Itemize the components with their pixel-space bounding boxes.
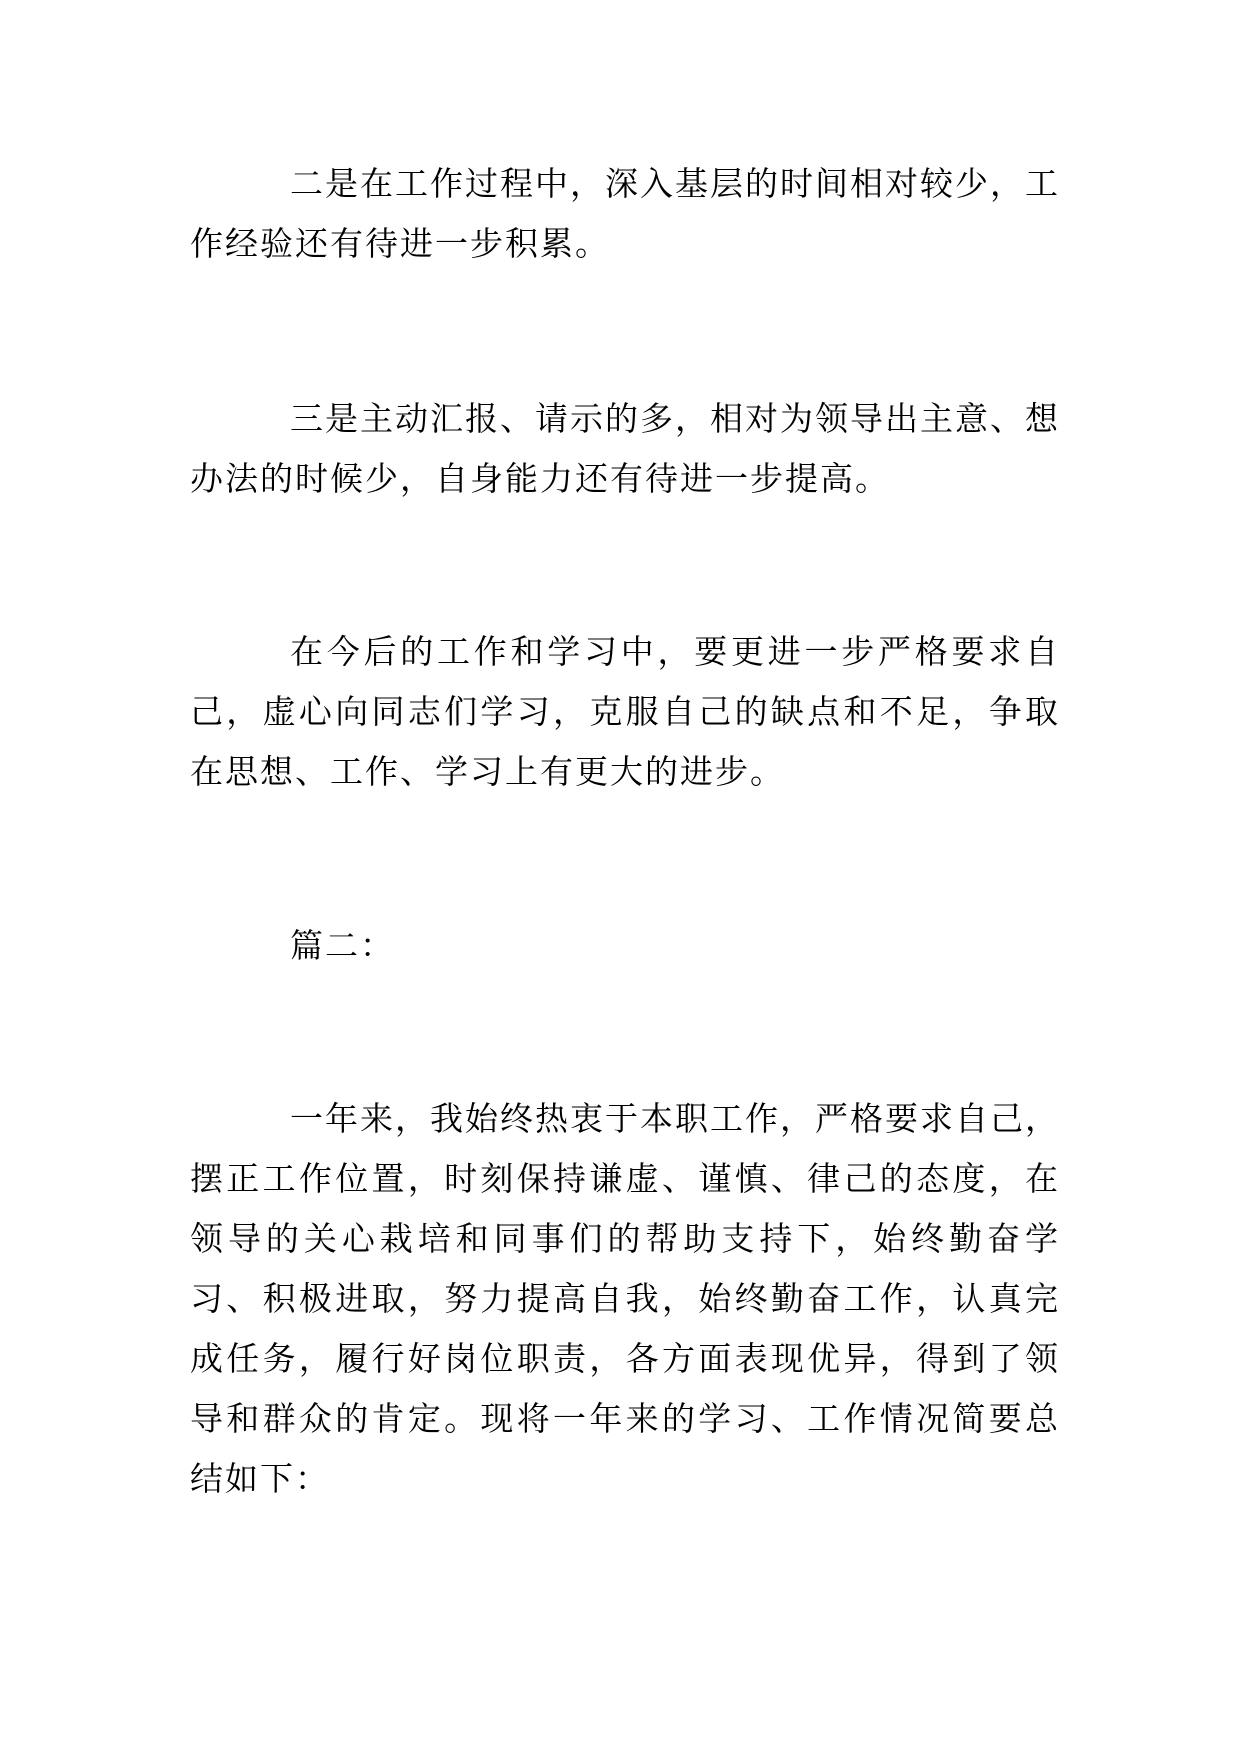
paragraph-future-plan: 在今后的工作和学习中，要更进一步严格要求自己，虚心向同志们学习，克服自己的缺点和不足，争取在思想、工作、学习上有更大的进步。: [190, 632, 1060, 791]
paragraph-shortcoming-three: 三是主动汇报、请示的多，相对为领导出主意、想办法的时候少，自身能力还有待进一步提高。: [190, 399, 1060, 498]
paragraph-annual-summary: 一年来，我始终热衷于本职工作，严格要求自己，摆正工作位置，时刻保持谦虚、谨慎、律己的态度，在领导的关心栽培和同事们的帮助支持下，始终勤奋学习、积极进取，努力提高自我，始终勤奋工作，认真完成任务，履行好岗位职责，各方面表现优异，得到了领导和群众的肯定。现将一年来的学习、工作情况简要总结如下：: [190, 1099, 1060, 1498]
paragraph-shortcoming-two: 二是在工作过程中，深入基层的时间相对较少，工作经验还有待进一步积累。: [190, 164, 1060, 263]
section-heading: 篇二：: [290, 926, 395, 965]
